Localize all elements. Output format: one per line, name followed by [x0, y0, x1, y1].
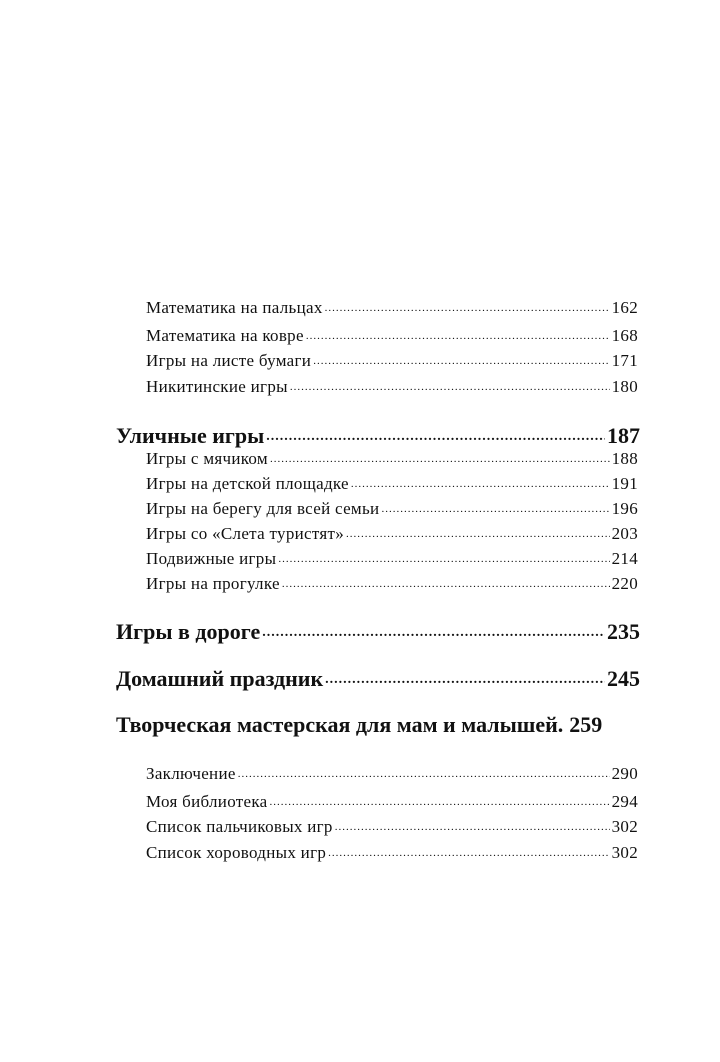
toc-entry-title: Игры на листе бумаги	[146, 351, 312, 370]
dot-leader	[290, 381, 610, 393]
toc-entry	[146, 351, 638, 371]
toc-entry-title: Игры с мячиком	[146, 449, 268, 468]
toc-entry	[146, 843, 638, 863]
dot-leader	[270, 796, 610, 808]
toc-entry-title: Список хороводных игр	[146, 843, 327, 862]
toc-entry-page: 171	[611, 351, 638, 370]
dot-leader	[351, 478, 610, 490]
toc-chapter-title: Домашний праздник	[116, 666, 324, 691]
dot-leader	[270, 453, 610, 465]
toc-chapter	[116, 423, 640, 449]
toc-entry	[146, 524, 638, 544]
toc-entry-page: 220	[611, 574, 638, 593]
toc-entry-page: 162	[611, 298, 638, 317]
toc-entry-page: 191	[611, 474, 638, 493]
toc-chapter-title: Творческая мастерская для мам и малышей.	[116, 712, 564, 737]
toc-entry	[146, 792, 638, 812]
toc-entry-page: 214	[611, 549, 638, 568]
toc-entry-page: 180	[611, 377, 638, 396]
dot-leader	[306, 330, 610, 342]
toc-entry-title: Математика на пальцах	[146, 298, 323, 317]
toc-entry-title: Список пальчиковых игр	[146, 817, 333, 836]
dot-leader	[313, 355, 609, 367]
toc-chapter-title: Уличные игры	[116, 423, 265, 448]
toc-entry-title: Моя библиотека	[146, 792, 268, 811]
toc-entry	[146, 474, 638, 494]
dot-leader	[325, 672, 605, 688]
toc-entry	[146, 326, 638, 346]
toc-entry	[146, 377, 638, 397]
toc-chapter-page: 245	[607, 666, 640, 691]
toc-entry-title: Математика на ковре	[146, 326, 304, 345]
dot-leader	[325, 302, 610, 314]
dot-leader	[381, 503, 609, 515]
toc-entry-title: Игры на детской площадке	[146, 474, 349, 493]
toc-chapter-title: Игры в дороге	[116, 619, 261, 644]
toc-entry-page: 196	[611, 499, 638, 518]
toc-chapter	[116, 666, 640, 692]
dot-leader	[346, 528, 610, 540]
dot-leader	[238, 768, 610, 780]
dot-leader	[262, 625, 605, 641]
toc-chapter	[116, 712, 640, 738]
toc-entry-title: Подвижные игры	[146, 549, 277, 568]
toc-entry	[146, 549, 638, 569]
dot-leader	[335, 821, 610, 833]
dot-leader	[278, 553, 609, 565]
toc-entry	[146, 499, 638, 519]
toc-entry	[146, 817, 638, 837]
toc-entry-page: 302	[611, 843, 638, 862]
toc-entry	[146, 298, 638, 318]
toc-entry	[146, 764, 638, 784]
toc-entry-title: Заключение	[146, 764, 236, 783]
toc-entry	[146, 574, 638, 594]
dot-leader	[282, 578, 610, 590]
toc-entry-page: 290	[611, 764, 638, 783]
toc-entry-title: Игры на берегу для всей семьи	[146, 499, 380, 518]
toc-entry-page: 294	[611, 792, 638, 811]
toc-entry-page: 168	[611, 326, 638, 345]
toc-chapter	[116, 619, 640, 645]
toc-entry-title: Никитинские игры	[146, 377, 288, 396]
toc-chapter-page: 235	[607, 619, 640, 644]
toc-entry-page: 203	[611, 524, 638, 543]
toc-entry-title: Игры на прогулке	[146, 574, 280, 593]
toc-entry-page: 302	[611, 817, 638, 836]
toc-entry-page: 188	[611, 449, 638, 468]
toc-entry	[146, 449, 638, 469]
toc-chapter-page: 187	[607, 423, 640, 448]
toc-chapter-page: 259	[569, 712, 603, 737]
dot-leader	[328, 847, 609, 859]
toc-entry-title: Игры со «Слета туристят»	[146, 524, 345, 543]
dot-leader	[266, 429, 605, 445]
